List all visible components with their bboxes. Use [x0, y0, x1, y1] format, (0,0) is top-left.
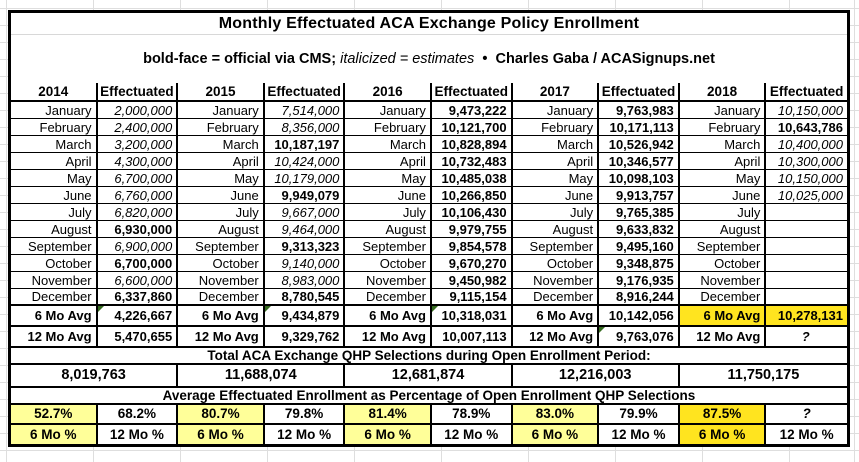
six-mo-avg-label-2018: 6 Mo Avg: [680, 306, 767, 327]
value-2016-october: 9,670,270: [432, 255, 513, 272]
value-2016-august: 9,979,755: [432, 221, 513, 238]
month-label-2016-november: November: [345, 272, 432, 289]
month-label-2018-november: November: [680, 272, 767, 289]
month-label-2018-december: December: [680, 289, 767, 306]
month-label-2018-july: July: [680, 204, 767, 221]
value-2014-august: 6,930,000: [98, 221, 179, 238]
month-label-2015-february: February: [178, 119, 265, 136]
month-label-2018-september: September: [680, 238, 767, 255]
value-2018-january: 10,150,000: [766, 102, 847, 119]
month-label-2016-august: August: [345, 221, 432, 238]
effectuated-header-2015: Effectuated: [265, 83, 346, 102]
effectuated-header-2018: Effectuated: [766, 83, 847, 102]
month-label-2016-june: June: [345, 187, 432, 204]
enrollment-grid: [11, 83, 847, 444]
effectuated-header-2017: Effectuated: [599, 83, 680, 102]
month-label-2017-january: January: [513, 102, 600, 119]
month-label-2016-may: May: [345, 170, 432, 187]
value-2015-february: 8,356,000: [265, 119, 346, 136]
value-2016-november: 9,450,982: [432, 272, 513, 289]
month-label-2017-july: July: [513, 204, 600, 221]
value-2017-december: 8,916,244: [599, 289, 680, 306]
value-2014-december: 6,337,860: [98, 289, 179, 306]
oep-total-2018: 11,750,175: [680, 365, 847, 388]
twelve-mo-avg-value-2014: 5,470,655: [98, 327, 179, 348]
six-mo-avg-label-2016: 6 Mo Avg: [345, 306, 432, 327]
value-2015-may: 10,179,000: [265, 170, 346, 187]
effectuated-header-2014: Effectuated: [98, 83, 179, 102]
oep-total-2014: 8,019,763: [11, 365, 178, 388]
month-label-2015-may: May: [178, 170, 265, 187]
value-2016-may: 10,485,038: [432, 170, 513, 187]
value-2015-october: 9,140,000: [265, 255, 346, 272]
month-label-2016-january: January: [345, 102, 432, 119]
value-2014-february: 2,400,000: [98, 119, 179, 136]
legend-credit: Charles Gaba / ACASignups.net: [495, 51, 715, 67]
month-label-2014-july: July: [11, 204, 98, 221]
month-label-2018-january: January: [680, 102, 767, 119]
value-2014-july: 6,820,000: [98, 204, 179, 221]
value-2014-september: 6,900,000: [98, 238, 179, 255]
six-mo-pct-label-2018: 6 Mo %: [680, 425, 767, 444]
value-2017-march: 10,526,942: [599, 136, 680, 153]
value-2014-may: 6,700,000: [98, 170, 179, 187]
month-label-2014-june: June: [11, 187, 98, 204]
six-mo-pct-2015: 80.7%: [178, 405, 265, 425]
six-mo-pct-label-2015: 6 Mo %: [178, 425, 265, 444]
value-2015-april: 10,424,000: [265, 153, 346, 170]
value-2017-july: 9,765,385: [599, 204, 680, 221]
twelve-mo-pct-2016: 78.9%: [432, 405, 513, 425]
month-label-2017-december: December: [513, 289, 600, 306]
value-2017-april: 10,346,577: [599, 153, 680, 170]
month-label-2015-march: March: [178, 136, 265, 153]
value-2014-march: 3,200,000: [98, 136, 179, 153]
month-label-2015-december: December: [178, 289, 265, 306]
six-mo-avg-value-2018: 10,278,131: [766, 306, 847, 327]
month-label-2018-february: February: [680, 119, 767, 136]
value-2017-september: 9,495,160: [599, 238, 680, 255]
month-label-2017-november: November: [513, 272, 600, 289]
twelve-mo-avg-value-2017: 9,763,076: [599, 327, 680, 348]
month-label-2017-march: March: [513, 136, 600, 153]
value-2017-january: 9,763,983: [599, 102, 680, 119]
value-2014-april: 4,300,000: [98, 153, 179, 170]
six-mo-avg-label-2014: 6 Mo Avg: [11, 306, 98, 327]
month-label-2017-june: June: [513, 187, 600, 204]
month-label-2018-may: May: [680, 170, 767, 187]
six-mo-pct-2017: 83.0%: [513, 405, 600, 425]
month-label-2017-april: April: [513, 153, 600, 170]
twelve-mo-avg-label-2018: 12 Mo Avg: [680, 327, 767, 348]
oep-total-2016: 12,681,874: [345, 365, 512, 388]
twelve-mo-pct-2015: 79.8%: [265, 405, 346, 425]
twelve-mo-avg-label-2014: 12 Mo Avg: [11, 327, 98, 348]
month-label-2018-april: April: [680, 153, 767, 170]
value-2017-august: 9,633,832: [599, 221, 680, 238]
six-mo-pct-2018: 87.5%: [680, 405, 767, 425]
twelve-mo-avg-label-2017: 12 Mo Avg: [513, 327, 600, 348]
six-mo-pct-label-2016: 6 Mo %: [345, 425, 432, 444]
avg-pct-header: Average Effectuated Enrollment as Percentage of Open Enrollment QHP Selections: [11, 388, 847, 405]
twelve-mo-avg-label-2016: 12 Mo Avg: [345, 327, 432, 348]
value-2018-june: 10,025,000: [766, 187, 847, 204]
value-2018-april: 10,300,000: [766, 153, 847, 170]
month-label-2017-october: October: [513, 255, 600, 272]
oep-total-2017: 12,216,003: [513, 365, 680, 388]
value-2018-may: 10,150,000: [766, 170, 847, 187]
month-label-2014-september: September: [11, 238, 98, 255]
value-2018-march: 10,400,000: [766, 136, 847, 153]
twelve-mo-avg-value-2018: ?: [766, 327, 847, 348]
total-qhp-header: Total ACA Exchange QHP Selections during Open Enrollment Period:: [11, 348, 847, 365]
value-2018-december: [766, 289, 847, 306]
month-label-2016-april: April: [345, 153, 432, 170]
value-2015-august: 9,464,000: [265, 221, 346, 238]
year-header-2015: 2015: [178, 83, 265, 102]
month-label-2016-september: September: [345, 238, 432, 255]
value-2015-march: 10,187,197: [265, 136, 346, 153]
month-label-2014-may: May: [11, 170, 98, 187]
value-2014-october: 6,700,000: [98, 255, 179, 272]
month-label-2014-february: February: [11, 119, 98, 136]
month-label-2017-may: May: [513, 170, 600, 187]
value-2014-june: 6,760,000: [98, 187, 179, 204]
month-label-2015-july: July: [178, 204, 265, 221]
value-2018-february: 10,643,786: [766, 119, 847, 136]
month-label-2018-june: June: [680, 187, 767, 204]
value-2017-february: 10,171,113: [599, 119, 680, 136]
value-2014-november: 6,600,000: [98, 272, 179, 289]
value-2015-september: 9,313,323: [265, 238, 346, 255]
oep-total-2015: 11,688,074: [178, 365, 345, 388]
twelve-mo-avg-label-2015: 12 Mo Avg: [178, 327, 265, 348]
twelve-mo-pct-2017: 79.9%: [599, 405, 680, 425]
twelve-mo-pct-label-2014: 12 Mo %: [98, 425, 179, 444]
month-label-2014-november: November: [11, 272, 98, 289]
month-label-2016-february: February: [345, 119, 432, 136]
legend-italic-note: italicized = estimates: [340, 51, 475, 67]
value-2017-june: 9,913,757: [599, 187, 680, 204]
month-label-2014-april: April: [11, 153, 98, 170]
six-mo-pct-2014: 52.7%: [11, 405, 98, 425]
value-2016-april: 10,732,483: [432, 153, 513, 170]
enrollment-table: [8, 10, 850, 447]
value-2018-september: [766, 238, 847, 255]
month-label-2015-september: September: [178, 238, 265, 255]
page-title: Monthly Effectuated ACA Exchange Policy Enrollment: [11, 13, 847, 35]
month-label-2017-august: August: [513, 221, 600, 238]
month-label-2017-february: February: [513, 119, 600, 136]
value-2018-november: [766, 272, 847, 289]
month-label-2014-august: August: [11, 221, 98, 238]
year-header-2017: 2017: [513, 83, 600, 102]
six-mo-avg-label-2015: 6 Mo Avg: [178, 306, 265, 327]
value-2015-december: 8,780,545: [265, 289, 346, 306]
year-header-2018: 2018: [680, 83, 767, 102]
six-mo-avg-label-2017: 6 Mo Avg: [513, 306, 600, 327]
value-2017-november: 9,176,935: [599, 272, 680, 289]
month-label-2015-june: June: [178, 187, 265, 204]
six-mo-pct-label-2014: 6 Mo %: [11, 425, 98, 444]
month-label-2014-december: December: [11, 289, 98, 306]
value-2015-january: 7,514,000: [265, 102, 346, 119]
six-mo-avg-value-2015: 9,434,879: [265, 306, 346, 327]
value-2016-june: 10,266,850: [432, 187, 513, 204]
month-label-2015-october: October: [178, 255, 265, 272]
month-label-2018-august: August: [680, 221, 767, 238]
month-label-2015-january: January: [178, 102, 265, 119]
six-mo-avg-value-2017: 10,142,056: [599, 306, 680, 327]
value-2016-january: 9,473,222: [432, 102, 513, 119]
value-2018-july: [766, 204, 847, 221]
legend-bold-note: bold-face = official via CMS;: [143, 51, 337, 67]
month-label-2016-october: October: [345, 255, 432, 272]
value-2017-october: 9,348,875: [599, 255, 680, 272]
value-2016-september: 9,854,578: [432, 238, 513, 255]
six-mo-pct-2016: 81.4%: [345, 405, 432, 425]
month-label-2018-october: October: [680, 255, 767, 272]
month-label-2016-december: December: [345, 289, 432, 306]
six-mo-pct-label-2017: 6 Mo %: [513, 425, 600, 444]
twelve-mo-avg-value-2016: 10,007,113: [432, 327, 513, 348]
value-2016-july: 10,106,430: [432, 204, 513, 221]
six-mo-avg-value-2016: 10,318,031: [432, 306, 513, 327]
month-label-2014-january: January: [11, 102, 98, 119]
value-2016-december: 9,115,154: [432, 289, 513, 306]
twelve-mo-pct-label-2016: 12 Mo %: [432, 425, 513, 444]
twelve-mo-pct-2014: 68.2%: [98, 405, 179, 425]
twelve-mo-pct-label-2015: 12 Mo %: [265, 425, 346, 444]
month-label-2015-april: April: [178, 153, 265, 170]
month-label-2014-october: October: [11, 255, 98, 272]
value-2015-july: 9,667,000: [265, 204, 346, 221]
year-header-2016: 2016: [345, 83, 432, 102]
month-label-2018-march: March: [680, 136, 767, 153]
twelve-mo-avg-value-2015: 9,329,762: [265, 327, 346, 348]
value-2016-february: 10,121,700: [432, 119, 513, 136]
sheet-gridline: [854, 0, 855, 462]
twelve-mo-pct-label-2017: 12 Mo %: [599, 425, 680, 444]
value-2014-january: 2,000,000: [98, 102, 179, 119]
value-2018-october: [766, 255, 847, 272]
month-label-2017-september: September: [513, 238, 600, 255]
value-2017-may: 10,098,103: [599, 170, 680, 187]
value-2016-march: 10,828,894: [432, 136, 513, 153]
twelve-mo-pct-2018: ?: [766, 405, 847, 425]
six-mo-avg-value-2014: 4,226,667: [98, 306, 179, 327]
month-label-2014-march: March: [11, 136, 98, 153]
legend-line: [11, 35, 847, 83]
value-2018-august: [766, 221, 847, 238]
effectuated-header-2016: Effectuated: [432, 83, 513, 102]
value-2015-june: 9,949,079: [265, 187, 346, 204]
month-label-2015-august: August: [178, 221, 265, 238]
year-header-2014: 2014: [11, 83, 98, 102]
twelve-mo-pct-label-2018: 12 Mo %: [779, 426, 834, 442]
month-label-2016-july: July: [345, 204, 432, 221]
month-label-2016-march: March: [345, 136, 432, 153]
value-2015-november: 8,983,000: [265, 272, 346, 289]
legend-bullet: •: [482, 51, 488, 67]
month-label-2015-november: November: [178, 272, 265, 289]
